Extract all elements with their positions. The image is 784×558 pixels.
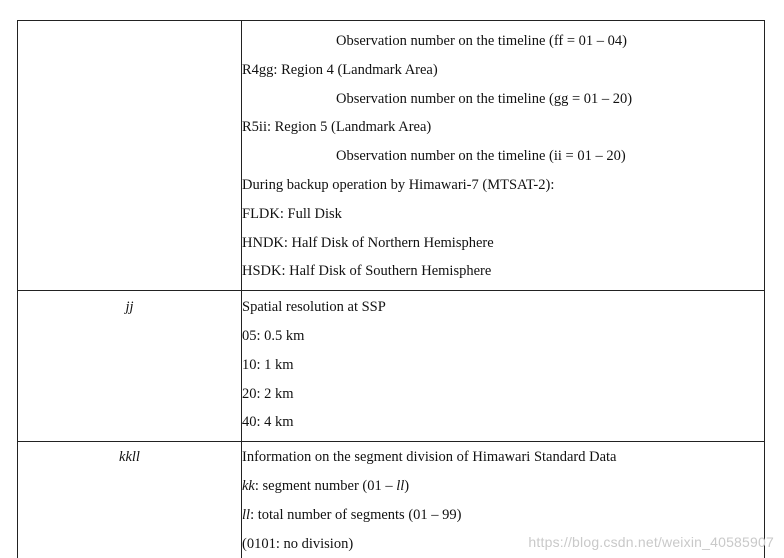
region5-label: R5ii: Region 5 (Landmark Area) (242, 119, 432, 136)
resolution-40: 40: 4 km (242, 414, 294, 431)
region4-label: R4gg: Region 4 (Landmark Area) (242, 61, 438, 78)
value-cell-regions (242, 21, 765, 291)
resolution-05: 05: 0.5 km (242, 327, 305, 344)
fldk-label: FLDK: Full Disk (242, 205, 342, 222)
region4-observation-number: Observation number on the timeline (gg = 01 – 20) (336, 90, 633, 107)
total-segments-line: ll: total number of segments (01 – 99) (242, 506, 462, 523)
segment-number-line: kk: segment number (01 – ll) (242, 477, 410, 494)
term-ll: ll (242, 506, 251, 523)
key-cell-jj (18, 291, 242, 442)
total-segments-desc: total number of segments (01 – 99) (257, 506, 462, 523)
key-cell-empty (18, 21, 242, 291)
region3-observation-number: Observation number on the timeline (ff = 01 – 04) (336, 33, 627, 49)
spec-table (17, 20, 765, 558)
spatial-resolution-title: Spatial resolution at SSP (242, 299, 386, 316)
hndk-label: HNDK: Half Disk of Northern Hemisphere (242, 234, 494, 251)
term-ll-inline: ll (396, 477, 405, 494)
watermark: https://blog.csdn.net/weixin_40585907 (528, 534, 774, 550)
hsdk-label: HSDK: Half Disk of Southern Hemisphere (242, 263, 492, 280)
resolution-20: 20: 2 km (242, 385, 294, 402)
key-jj: jj (125, 299, 134, 316)
region5-observation-number: Observation number on the timeline (ii = 01 – 20) (336, 148, 626, 165)
segment-division-title: Information on the segment division of Himawari Standard Data (242, 449, 617, 466)
backup-operation-label: During backup operation by Himawari-7 (MTSAT-2): (242, 176, 555, 193)
table-row-continuation (18, 21, 765, 291)
segment-number-close: ) (404, 477, 410, 494)
table-row-jj (18, 291, 765, 442)
key-kkll: kkll (119, 449, 140, 466)
key-cell-kkll (18, 442, 242, 558)
term-kk: kk (242, 477, 255, 494)
no-division-note: (0101: no division) (242, 535, 354, 552)
resolution-10: 10: 1 km (242, 356, 294, 373)
value-cell-jj (242, 291, 765, 442)
segment-number-desc: segment number (01 – (262, 477, 397, 494)
